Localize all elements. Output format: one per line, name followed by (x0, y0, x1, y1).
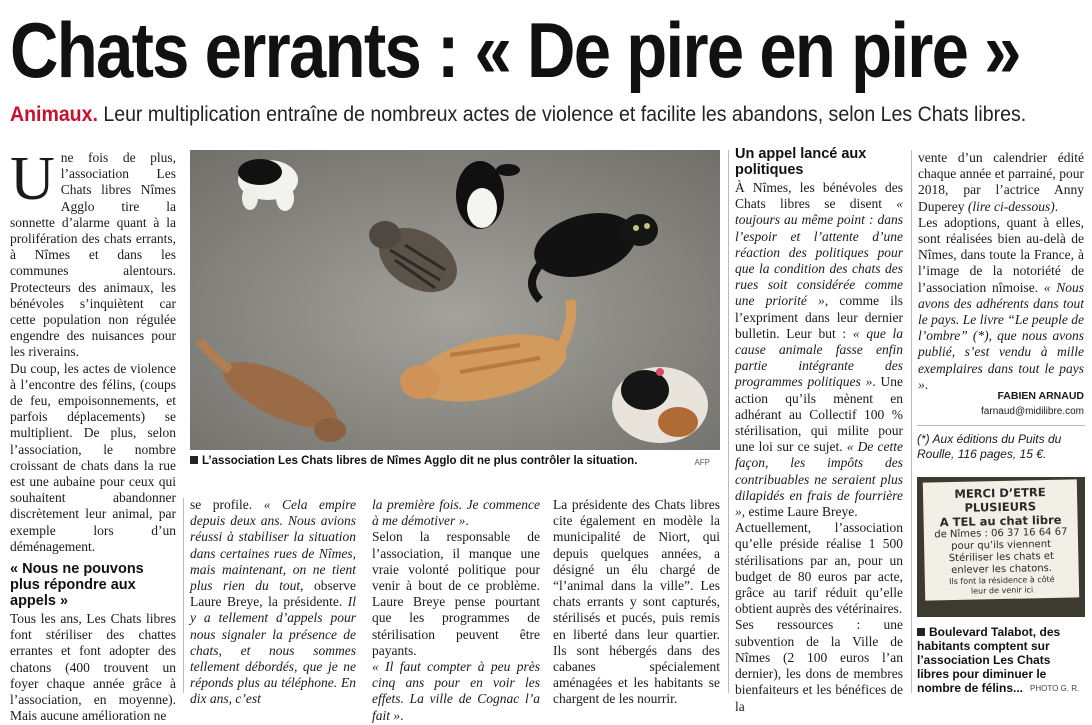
paragraph (190, 497, 356, 708)
sign-line: MERCI D’ETRE PLUSIEURS (954, 485, 1046, 515)
caption-square-icon (917, 628, 925, 636)
paragraph (918, 150, 1084, 215)
intertitle-appels: « Nous ne pouvons plus répondre aux appels » (10, 561, 144, 610)
quote: la première fois. Je commence à me démotiver » (372, 497, 540, 529)
photo-credit: AFP (694, 458, 710, 467)
cat-calico (612, 367, 708, 443)
dropcap: U (10, 145, 55, 213)
intertitle-politiques: Un appel lancé aux politiques (735, 146, 867, 178)
caption-lead: Boulevard Talabot, (929, 625, 1037, 639)
paragraph: Selon la responsable de l’association, il manque une vraie volonté politique pour venir à bout de ce problème. Laure Breye pense pourtant que les programmes de stérilisation peuvent être payants. (372, 529, 540, 658)
article-column-1 (10, 145, 176, 725)
text-run: . (924, 376, 929, 392)
sign-line: Stériliser les chats et (948, 550, 1055, 565)
side-photo-credit: PHOTO G. R. (1030, 684, 1080, 693)
cats-photo-illustration (190, 150, 720, 450)
text-run: . (1054, 198, 1059, 214)
text-run: , comme ils l’expriment dans leur dernier bulletin. Leur but : (735, 293, 903, 341)
text-run: Les adoptions, quant à elles, sont réalisées bien au-delà de Nîmes, dans toute la France, à l’image de la notoriété de l’association nîmoise. (918, 214, 1084, 295)
paragraph: Tous les ans, Les Chats libres font stériliser des chattes errantes et font adopter des chatons (400 trouvent un foyer chaque année grâce à l’association, en moyenne). Mais aucune amélioration ne (10, 611, 176, 724)
text-run: . (400, 707, 404, 723)
sign-line: pour qu’ils viennent (951, 538, 1052, 553)
main-photo-cats (190, 150, 720, 450)
handwritten-sign (923, 479, 1079, 600)
sign-line: A TEL au chat libre (939, 512, 1062, 530)
article-column-2 (190, 497, 356, 708)
author-name: FABIEN ARNAUD (997, 390, 1084, 402)
paragraph: ne fois de plus, l’association Les Chats libres Nîmes Agglo tire la sonnette d’alarme quant à la prolifération des chats errants, à Nîmes et dans les communes alentours. Protecteurs des animaux, les bénévoles s’inquiètent car cette population non régulée engendre des nuisances pour les riverains. (10, 150, 176, 360)
paragraph: Actuellement, l’association qu’elle préside réalise 1 500 stérilisations par an, pour un budget de 80 euros par acte, grâce au tarif réduit qu’elle obtient auprès des vétérinaires. (735, 520, 903, 617)
text-run: vente d’un calendrier édité chaque année et parrainé, pour 2018, par l’actrice Anny Duperey (918, 150, 1084, 214)
text-run: . (465, 513, 469, 529)
quote: « Il faut compter à peu près cinq ans pour en voir les effets. La ville de Cognac l’a fait » (372, 659, 540, 723)
article-column-4 (553, 497, 720, 708)
article-column-5 (735, 146, 903, 715)
subhead-text: Leur multiplication entraîne de nombreux actes de violence et facilite les abandons, selon Les Chats libres. (103, 103, 1027, 126)
subhead (10, 102, 1027, 128)
paragraph (372, 659, 540, 724)
paragraph: Du coup, les actes de violence à l’encontre des félins, (coups de feu, empoisonnements, et parfois déplacements) se multiplient. De plus, selon l’association, le nombre croissant de chats dans la rue est une aubaine pour ceux qui souhaitent abandonner discrètement leur animal, par exemple lors d’un déménagement. (10, 360, 176, 554)
subhead-kicker: Animaux. (10, 103, 98, 126)
text-run: se profile. (190, 497, 264, 512)
caption-text: L’association Les Chats libres de Nîmes Agglo dit ne plus contrôler la situation. (202, 455, 638, 467)
quote: « De cette façon, les impôts des contribuables ne seraient plus dilapidés en frais de fourrière » (735, 439, 903, 520)
paragraph (918, 215, 1084, 393)
divider (917, 425, 1085, 426)
paragraph (372, 497, 540, 529)
text-run: , observe Laure Breye, la présidente. (190, 578, 356, 610)
caption-square-icon (190, 456, 198, 464)
main-photo-caption (190, 454, 720, 468)
author-email[interactable]: farnaud@midilibre.com (981, 406, 1084, 417)
quote: Il y a tellement d’appels pour nous signaler la présence de chats, et nous sommes tellement débordés, que je ne réponds plus au téléphone. En dix ans, c’est (190, 594, 356, 707)
text-run: . Une action qu’ils mènent en adhérant au Collectif 100 % stérilisation, qui milite pour une loi sur ce sujet. (735, 374, 904, 455)
quote: « toujours au même point : dans l’espoir et l’attente d’une réaction des politiques pour que la condition des chats des rues soit considérée comme une priorité » (735, 196, 903, 309)
caption-text: des habitants comptent sur l’association Les Chats libres pour diminuer le nombre de félins... (917, 625, 1061, 695)
sign-line: enlever les chatons. (951, 562, 1053, 577)
column-rule (183, 498, 184, 693)
quote: « Cela empire depuis deux ans. Nous avions réussi à stabiliser la situation dans certaines rues de Nîmes, mais maintenant, on ne tient plus rien du tout (190, 497, 356, 594)
sign-line: leur de venir ici (970, 585, 1034, 596)
byline (920, 388, 1084, 420)
headline: Chats errants : « De pire en pire » (10, 6, 1020, 94)
footnote: (*) Aux éditions du Puits du Roulle, 116 pages, 15 €. (917, 432, 1062, 461)
side-photo-sign (917, 477, 1085, 617)
column-rule (728, 150, 729, 693)
article-column-3 (372, 497, 540, 724)
paragraph (735, 180, 903, 520)
quote: « que la cause animale fasse enfin partie intégrante des programmes politiques » (735, 325, 903, 390)
text-run: À Nîmes, les bénévoles des Chats libres se disent (735, 180, 903, 212)
sign-line: de Nîmes : 06 37 16 64 67 (934, 526, 1068, 541)
text-run: , estime Laure Breye. (741, 504, 858, 520)
paragraph: Ses ressources : une subvention de la Ville de Nîmes (2 100 euros l’an dernier), les dons de membres bienfaiteurs et les bénéfices de la (735, 617, 903, 714)
sign-line: Ils font la résidence à côté (948, 574, 1055, 587)
paragraph: La présidente des Chats libres cite également en modèle la municipalité de Niort, qui depuis quelques années, a désigné un élu chargé de “l’animal dans la ville”. Les chats errants y sont capturés, stérilisés et pucés, puis remis en liberté dans leur quartier. Ils sont hébergés dans des cabanes spécialement aménagées et les habitants se chargent de les nourrir. (553, 497, 720, 707)
quote: « Nous avons des adhérents dans tout le pays. Le livre “Le peuple de l’ombre” (*), que nous avons publié, s’est vendu à mille exemplaires dans tout le pays » (918, 279, 1084, 392)
article-column-6 (918, 150, 1084, 393)
column-rule (911, 150, 912, 693)
reference: (lire ci-dessous) (967, 198, 1055, 214)
